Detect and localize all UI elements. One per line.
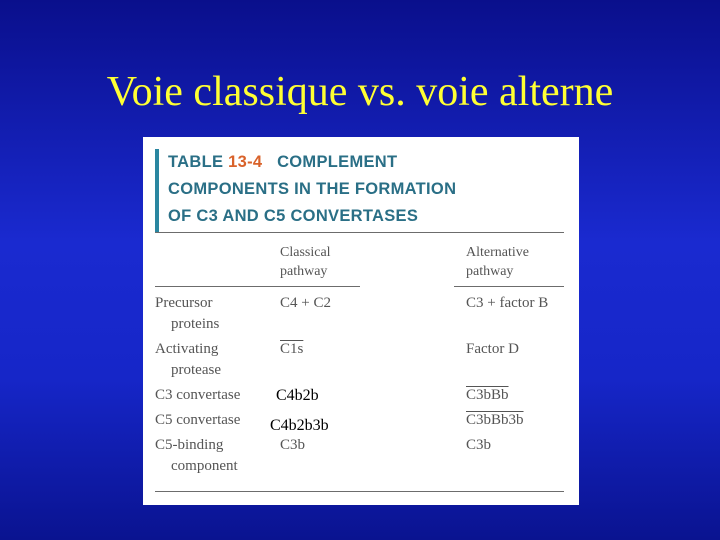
row-label: component: [171, 458, 238, 474]
classical-cell: C1s: [280, 341, 304, 357]
classical-cell: C4 + C2: [280, 295, 331, 311]
row-label: C5 convertase: [155, 412, 241, 428]
row-label: Precursor: [155, 295, 213, 311]
alternative-column-header-line2: pathway: [466, 264, 514, 279]
classical-cell: C3b: [280, 437, 306, 453]
table-title-accent-bar: [155, 149, 159, 233]
table-label: TABLE: [168, 153, 224, 171]
alternative-cell: C3bBb3b: [466, 412, 524, 428]
alternative-column-header-line1: Alternative: [466, 245, 529, 260]
classical-cell: C4b2b: [276, 387, 319, 404]
row-label: proteins: [171, 316, 220, 332]
alternative-cell: Factor D: [466, 341, 519, 357]
table-number: 13-4: [228, 153, 263, 171]
heading-rule: [155, 232, 564, 233]
table-heading: [168, 149, 568, 230]
row-label: Activating: [155, 341, 219, 357]
row-label: C3 convertase: [155, 387, 241, 403]
alternative-cell: C3b: [466, 437, 492, 453]
complement-table: [143, 137, 579, 505]
classical-column-header-line2: pathway: [280, 264, 328, 279]
slide-title: Voie classique vs. voie alterne: [106, 69, 614, 115]
column-header-rule: [155, 286, 360, 287]
table-heading-line2: COMPONENTS IN THE FORMATION: [168, 180, 457, 198]
table-bottom-rule: [155, 491, 564, 492]
classical-column-header-line1: Classical: [280, 245, 331, 260]
table-heading-line3: OF C3 AND C5 CONVERTASES: [168, 207, 419, 225]
table-heading-line1: COMPLEMENT: [277, 153, 398, 171]
column-header-rule: [454, 286, 564, 287]
alternative-cell: C3 + factor B: [466, 295, 549, 311]
row-label: protease: [171, 362, 221, 378]
classical-cell: C4b2b3b: [270, 417, 329, 434]
row-label: C5-binding: [155, 437, 224, 453]
alternative-cell: C3bBb: [466, 387, 509, 403]
